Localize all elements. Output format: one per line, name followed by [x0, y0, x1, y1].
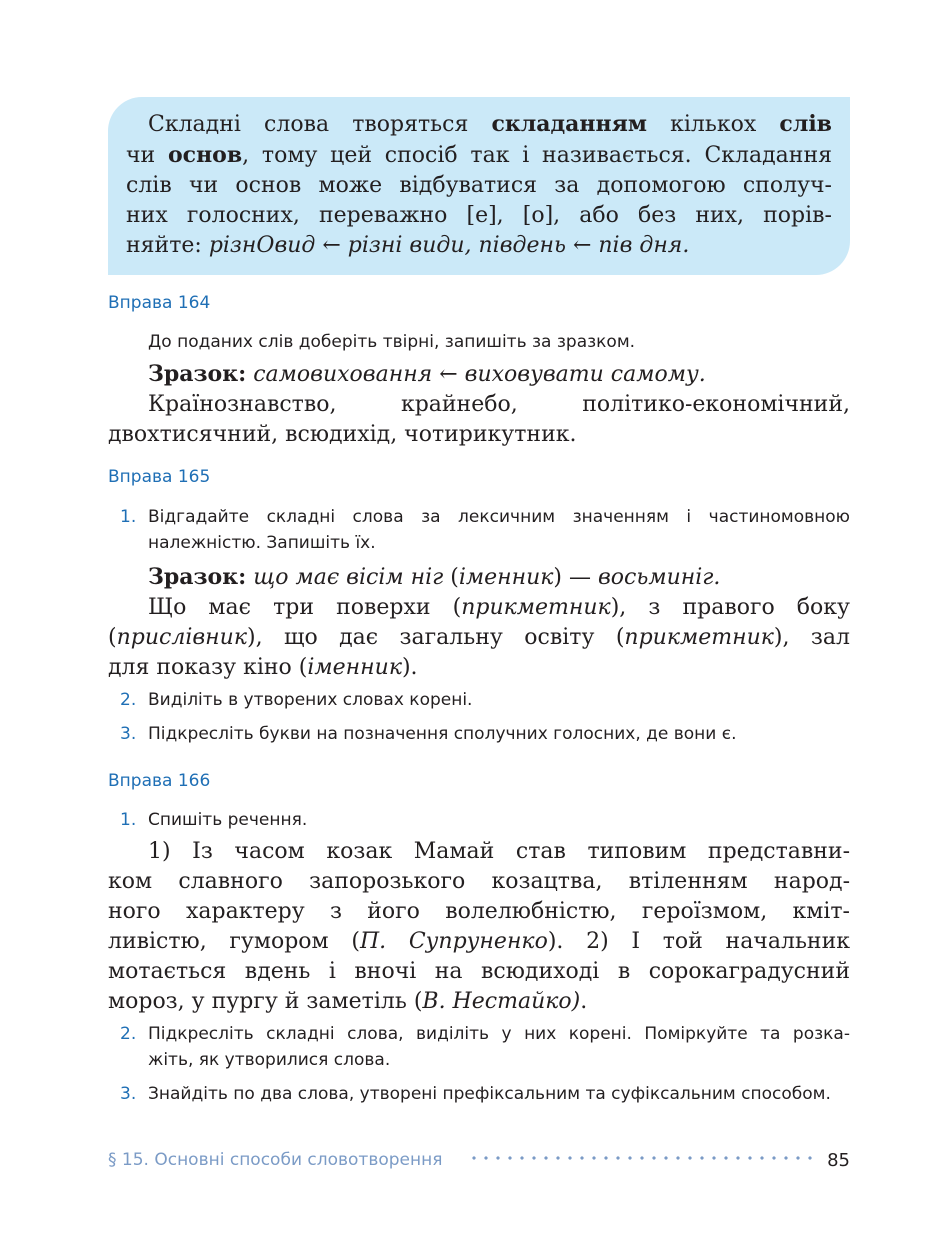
item-text: Знайдіть по два слова, утворені префіксальним та суфіксальним способом.: [148, 1084, 831, 1104]
item-text-line: Підкресліть складні слова, виділіть у них корені. Поміркуйте та розка-: [148, 1024, 850, 1044]
task-fragment: (: [108, 625, 117, 650]
exercise-165-item-3: [108, 721, 850, 747]
passage-line-1: 1) Із часом козак Мамай став типовим представни-: [148, 839, 850, 864]
item-text: Виділіть в утворених словах корені.: [148, 690, 473, 710]
footer-dot-leader: [468, 1156, 814, 1160]
passage-fragment: ). 2) І той начальник: [547, 929, 850, 954]
exercise-164-sample: [108, 359, 850, 390]
passage-line-5: мотається вдень і вночі на всюдиході в сорокаградусний: [108, 959, 850, 984]
exercise-164-instruction: До поданих слів доберіть твірні, запишіть за зразком.: [148, 332, 636, 352]
sample-text: ) —: [553, 565, 598, 590]
item-text: Підкресліть букви на позначення сполучних голосних, де вони є.: [148, 724, 737, 744]
rule-text-fragment: Складні слова творяться: [148, 112, 492, 137]
task-fragment: ).: [401, 655, 418, 680]
rule-box: [108, 97, 850, 275]
sample-label: Зразок:: [148, 361, 247, 387]
task-line-2: [108, 623, 850, 653]
exercise-166-item-2: [108, 1021, 850, 1073]
exercise-165-title: Вправа 165: [108, 467, 211, 487]
task-fragment: ), з правого боку: [610, 595, 850, 620]
page-footer: [108, 1150, 850, 1176]
rule-line-5: [126, 231, 832, 261]
rule-text-fragment: няйте:: [126, 233, 209, 258]
task-fragment: ), що дає загальну освіту (: [246, 625, 625, 650]
task-fragment: прикметник: [624, 625, 774, 650]
item-number: 3.: [120, 724, 137, 744]
rule-term-words: слів: [779, 111, 832, 137]
exercise-165: [108, 504, 850, 747]
item-number: 2.: [120, 1024, 137, 1044]
task-fragment: прислівник: [116, 625, 247, 650]
item-number: 1.: [120, 810, 137, 830]
passage-author: В. Нестайко): [422, 989, 581, 1014]
exercise-164-title: Вправа 164: [108, 293, 211, 313]
page-number: 85: [827, 1150, 850, 1171]
exercise-164: [108, 329, 850, 450]
sample-text: восьминіг.: [598, 565, 721, 590]
exercise-165-task-text: [108, 593, 850, 683]
item-number: 1.: [120, 507, 137, 527]
exercise-165-item-1: [108, 504, 850, 556]
rule-term-composition: складанням: [491, 111, 648, 137]
exercise-166-item-1: [108, 807, 850, 833]
exercise-166: [108, 807, 850, 1107]
sample-text: самовиховання ← виховувати самому.: [246, 362, 706, 387]
item-number: 2.: [120, 690, 137, 710]
item-text: Спишіть речення.: [148, 810, 308, 830]
task-fragment: іменник: [307, 655, 402, 680]
rule-term-stems: основ: [168, 142, 243, 168]
task-fragment: для показу кіно (: [108, 655, 308, 680]
rule-line-2: [126, 140, 832, 171]
task-line-3: [108, 653, 850, 683]
sample-text: іменник: [458, 565, 554, 590]
exercise-166-passage: [108, 837, 850, 1017]
passage-fragment: мороз, у пургу й заметіль (: [108, 989, 423, 1014]
sample-text: (: [443, 565, 459, 590]
words-line-2: двохтисячний, всюдихід, чотирикутник.: [108, 422, 577, 447]
rule-examples: різнОвид ← різні види, південь ← пів дня.: [208, 233, 690, 258]
passage-line-4: [108, 927, 850, 957]
passage-line-3: ного характеру з його волелюбністю, героїзмом, кміт-: [108, 899, 850, 924]
exercise-165-sample: [108, 562, 850, 593]
footer-section-title: § 15. Основні способи словотворення: [108, 1150, 443, 1170]
rule-text: [126, 109, 832, 261]
rule-line-4: них голосних, переважно [е], [о], або без них, порів-: [126, 203, 832, 228]
item-text-line: належністю. Запишіть їх.: [148, 533, 376, 553]
rule-line-1: [148, 109, 832, 140]
rule-text-fragment: , тому цей спосіб так і називається. Складання: [242, 143, 832, 168]
task-line-1: [108, 593, 850, 623]
sample-text: що має вісім ніг: [246, 565, 444, 590]
exercise-166-title: Вправа 166: [108, 771, 211, 791]
passage-fragment: ливістю, гумором (: [108, 929, 360, 954]
exercise-166-item-3: [108, 1081, 850, 1107]
rule-text-fragment: чи: [126, 143, 168, 168]
rule-text-fragment: кількох: [647, 112, 780, 137]
task-fragment: Що має три поверхи (: [148, 595, 462, 620]
passage-line-6: [108, 987, 850, 1017]
rule-line-3: слів чи основ може відбуватися за допомогою сполуч-: [126, 173, 832, 198]
passage-line-2: ком славного запорозького козацтва, втіленням народ-: [108, 869, 850, 894]
task-fragment: ), зал: [773, 625, 850, 650]
exercise-164-words: [108, 390, 850, 450]
exercise-165-item-2: [108, 687, 850, 713]
passage-author: П. Супруненко: [359, 929, 548, 954]
passage-fragment: .: [580, 989, 588, 1014]
sample-label: Зразок:: [148, 564, 247, 590]
item-text-line: Відгадайте складні слова за лексичним значенням і частиномовною: [148, 507, 850, 527]
item-number: 3.: [120, 1084, 137, 1104]
words-line-1: Країнознавство, крайнебо, політико-економічний,: [148, 392, 850, 417]
item-text-line: жіть, як утворилися слова.: [148, 1050, 391, 1070]
task-fragment: прикметник: [461, 595, 611, 620]
